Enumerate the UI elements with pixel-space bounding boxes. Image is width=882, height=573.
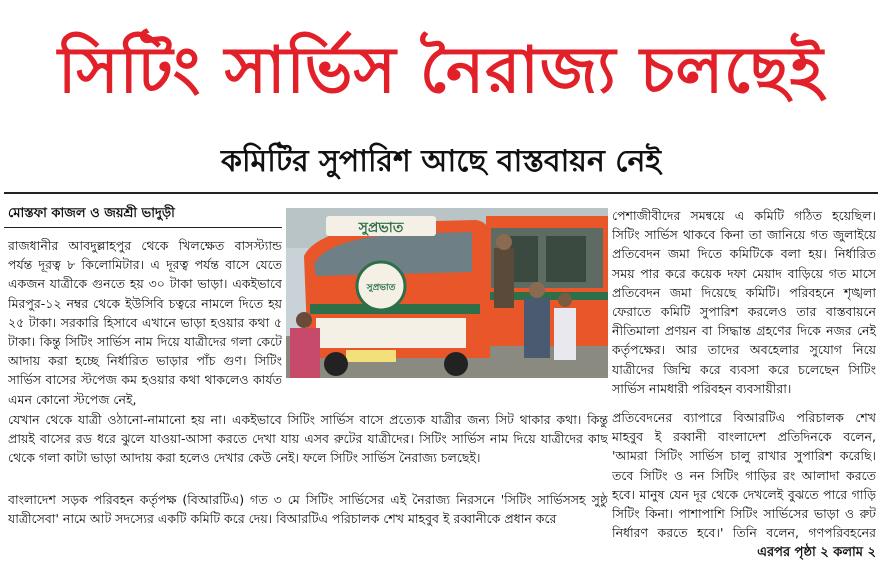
bus-name-emblem: সুপ্রভাত	[366, 283, 396, 293]
headline: সিটিং সার্ভিস নৈরাজ্য চলছেই	[58, 34, 824, 108]
byline: মোস্তফা কাজল ও জয়শ্রী ভাদুড়ী	[8, 206, 175, 221]
page-top-strip	[0, 0, 882, 10]
body-bottom-paragraph-1: যেখান থেকে যাত্রী ওঠানো-নামানো হয় না। একইভাবে সিটিং সার্ভিস বাসে প্রত্যেক যাত্রীর জন্য সিট থাকার কথা। কিন্তু প্রায়ই বাসের রড ধরে ঝুলে যাওয়া-আসা করতে দেখা যায় এসব রুটের যাত্রীদের। সিটিং সার্ভিস নাম দিয়ে যাত্রীদের কাছ থেকে গলা কাটা ভাড়া আদায় করা হলেও দেখার কেউ নেই। ফলে সিটিং সার্ভিস নৈরাজ্য চলছেই।	[8, 412, 608, 466]
divider-rule	[4, 192, 878, 194]
bus-name-top: সুপ্রভাত	[358, 220, 404, 236]
body-bottom-paragraph-2: বাংলাদেশ সড়ক পরিবহন কর্তৃপক্ষ (বিআরটিএ) গত ৩ মে সিটিং সার্ভিসের এই নৈরাজ্য নিরসনে 'সিটিং সার্ভিসসহ সুষ্ঠু যাত্রীসেবা' নামে আট সদস্যের একটি কমিটি করে দেয়। বিআরটিএ পরিচালক শেখ মাহবুব ই রব্বানীকে প্রধান করে	[8, 492, 608, 527]
body-right-paragraph-2: প্রতিবেদনের ব্যাপারে বিআরটিএ পরিচালক শেখ মাহবুব ই রব্বানী বাংলাদেশ প্রতিদিনকে বলেন, 'আমরা সিটিং সার্ভিস চালু রাখার সুপারিশ করেছি। তবে সিটিং ও নন সিটিং গাড়ির রং আলাদা করতে হবে। মানুষ যেন দূর থেকে দেখলেই বুঝতে পারে গাড়ি সিটিং কিনা। পাশাপাশি সিটিং সার্ভিসের ভাড়া ও রুট নির্ধারণ করতে হবে।' তিনি বলেন, গণপরিবহনের	[612, 410, 876, 540]
body-right-column: পেশাজীবীদের সমন্বয়ে এ কমিটি গঠিত হয়েছিল। সিটিং সার্ভিস থাকবে কিনা তা জানিয়ে গত জুলাইয়ে প্রতিবেদন জমা দিতে কমিটিকে বলা হয়। নির্ধারিত সময় পার করে কয়েক দফা মেয়াদ বাড়িয়ে গত মাসে প্রতিবেদন জমা দিয়েছে কমিটি। পরিবহনে শৃঙ্খলা ফেরাতে কমিটি সুপারিশ করলেও তার বাস্তবায়নে নীতিমালা প্রণয়ন বা সিদ্ধান্ত গ্রহণের দিকে নজর নেই কর্তৃপক্ষের। আর তাদের অবহেলার সুযোগ নিয়ে যাত্রীদের জিম্মি করে ব্যবসা করে চলেছেন সিটিং সার্ভিস নামধারী পরিবহন ব্যবসায়ীরা।	[612, 208, 876, 396]
body-left-column: রাজধানীর আবদুল্লাহপুর থেকে খিলক্ষেত বাসস্ট্যান্ড পর্যন্ত দূরত্ব ৮ কিলোমিটার। এ দূরত্ব পর্যন্ত বাসে যেতে একজন যাত্রীকে গুনতে হয় ৩০ টাকা ভাড়া। একইভাবে মিরপুর-১২ নম্বর থেকে ইউসিবি চত্বরে নামলে দিতে হয় ২৫ টাকা। সরকারি হিসাবে এখানে ভাড়া হওয়ার কথা ৫ টাকা। কিন্তু সিটিং সার্ভিস নাম দিয়ে যাত্রীদের গলা কেটে আদায় করা হচ্ছে নির্ধারিত ভাড়ার পাঁচ গুণ। সিটিং সার্ভিস বাসের স্টপেজ কম হওয়ার কথা থাকলেও কার্যত এমন কোনো স্টপেজ নেই,	[8, 238, 282, 407]
subheadline: কমিটির সুপারিশ আছে বাস্তবায়ন নেই	[220, 144, 661, 179]
jump-line: এরপর পৃষ্ঠা ২ কলাম ২	[757, 545, 876, 560]
bus-photo	[286, 208, 608, 378]
byline-rule	[4, 227, 282, 228]
